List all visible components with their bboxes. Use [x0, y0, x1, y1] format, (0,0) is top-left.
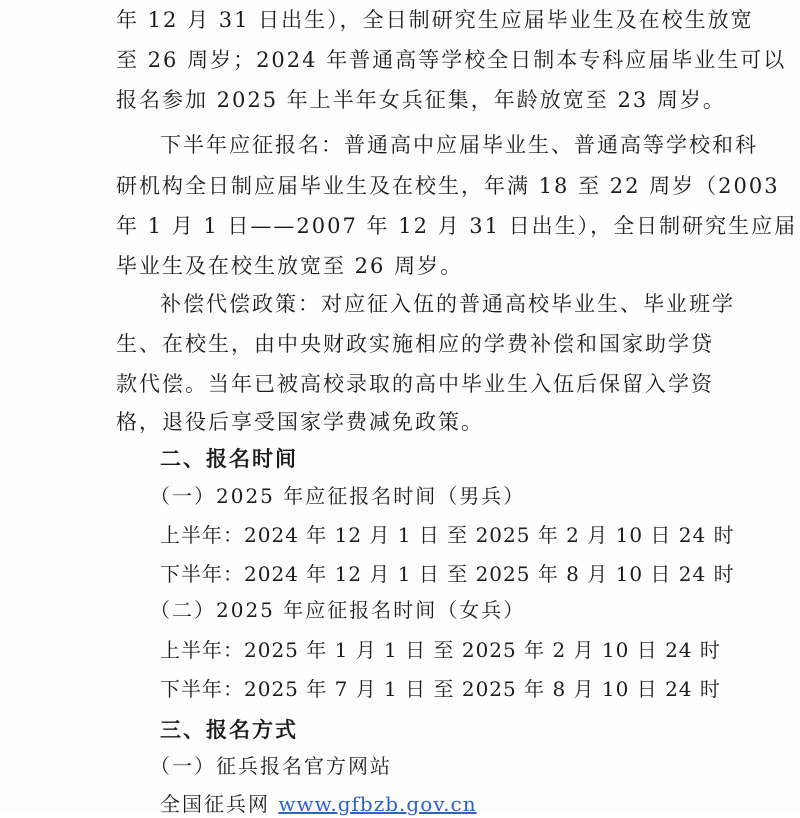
- female-registration-title: （二）2025 年应征报名时间（女兵）: [150, 598, 526, 622]
- male-second-half-schedule: 下半年：2024 年 12 月 1 日 至 2025 年 8 月 10 日 24 时: [160, 562, 735, 586]
- female-second-half-schedule: 下半年：2025 年 7 月 1 日 至 2025 年 8 月 10 日 24 时: [160, 677, 721, 701]
- official-website-subheading: （一）征兵报名官方网站: [150, 754, 392, 778]
- section-heading-registration-method: 三、报名方式: [160, 718, 298, 742]
- paragraph-line: 年 12 月 31 日出生），全日制研究生应届毕业生及在校生放宽: [116, 8, 754, 32]
- paragraph-line: 格，退役后享受国家学费减免政策。: [116, 410, 484, 434]
- paragraph-line: 生、在校生，由中央财政实施相应的学费补偿和国家助学贷: [116, 332, 714, 356]
- paragraph-line: 至 26 周岁；2024 年普通高等学校全日制本专科应届毕业生可以: [116, 48, 787, 72]
- paragraph-line: 研机构全日制应届毕业生及在校生，年满 18 至 22 周岁（2003: [116, 174, 780, 198]
- paragraph-line: 下半年应征报名：普通高中应届毕业生、普通高等学校和科: [160, 133, 758, 157]
- paragraph-line: 款代偿。当年已被高校录取的高中毕业生入伍后保留入学资: [116, 372, 714, 396]
- website-link[interactable]: www.gfbzb.gov.cn: [278, 792, 477, 816]
- male-registration-title: （一）2025 年应征报名时间（男兵）: [150, 484, 526, 508]
- section-heading-registration-time: 二、报名时间: [160, 447, 298, 471]
- website-row: [160, 790, 477, 818]
- website-label: 全国征兵网: [160, 792, 270, 816]
- paragraph-line: 报名参加 2025 年上半年女兵征集，年龄放宽至 23 周岁。: [116, 88, 726, 112]
- female-first-half-schedule: 上半年：2025 年 1 月 1 日 至 2025 年 2 月 10 日 24 时: [160, 638, 721, 662]
- paragraph-line: 年 1 月 1 日——2007 年 12 月 31 日出生），全日制研究生应届: [116, 214, 798, 238]
- paragraph-line: 补偿代偿政策：对应征入伍的普通高校毕业生、毕业班学: [160, 292, 735, 316]
- paragraph-line: 毕业生及在校生放宽至 26 周岁。: [116, 254, 464, 278]
- male-first-half-schedule: 上半年：2024 年 12 月 1 日 至 2025 年 2 月 10 日 24 时: [160, 523, 735, 547]
